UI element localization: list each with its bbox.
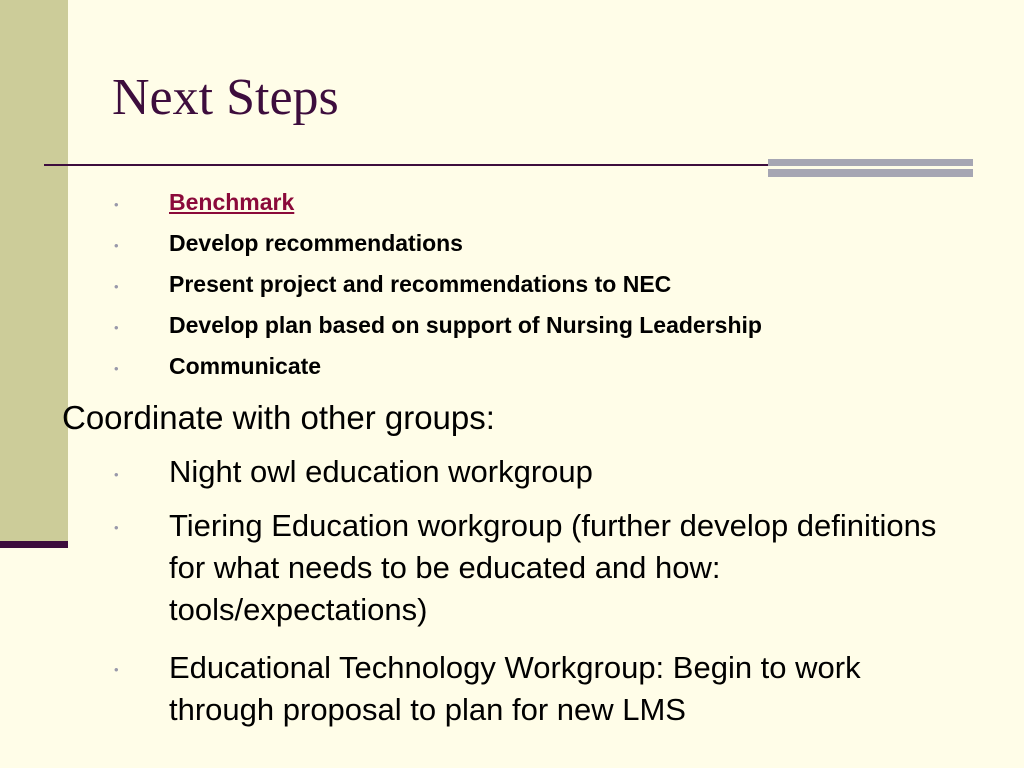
divider-accent-bar-bottom bbox=[768, 169, 973, 177]
bullet-icon: • bbox=[114, 238, 119, 253]
group-item: Educational Technology Workgroup: Begin to work through proposal to plan for new LMS bbox=[169, 650, 861, 727]
step-item: Develop plan based on support of Nursing Leadership bbox=[169, 312, 762, 338]
group-item: Tiering Education workgroup (further develop definitions for what needs to be educated and how: tools/expectations) bbox=[169, 508, 937, 627]
slide-title: Next Steps bbox=[112, 69, 339, 126]
bullet-icon: • bbox=[114, 662, 119, 677]
step-item: Develop recommendations bbox=[169, 230, 463, 256]
coordinate-heading: Coordinate with other groups: bbox=[62, 399, 495, 436]
bullet-icon: • bbox=[114, 279, 119, 294]
bullet-icon: • bbox=[114, 467, 119, 482]
left-accent-bar bbox=[0, 541, 68, 548]
bullet-icon: • bbox=[114, 197, 119, 212]
group-item: Night owl education workgroup bbox=[169, 454, 593, 489]
step-benchmark-link[interactable]: Benchmark bbox=[169, 189, 295, 215]
bullet-icon: • bbox=[114, 320, 119, 335]
step-item: Present project and recommendations to NEC bbox=[169, 271, 672, 297]
divider-accent-bar-top bbox=[768, 159, 973, 166]
left-decorative-band bbox=[0, 0, 68, 541]
bullet-icon: • bbox=[114, 520, 119, 535]
title-divider bbox=[44, 164, 769, 166]
step-item: Communicate bbox=[169, 353, 322, 379]
bullet-icon: • bbox=[114, 361, 119, 376]
